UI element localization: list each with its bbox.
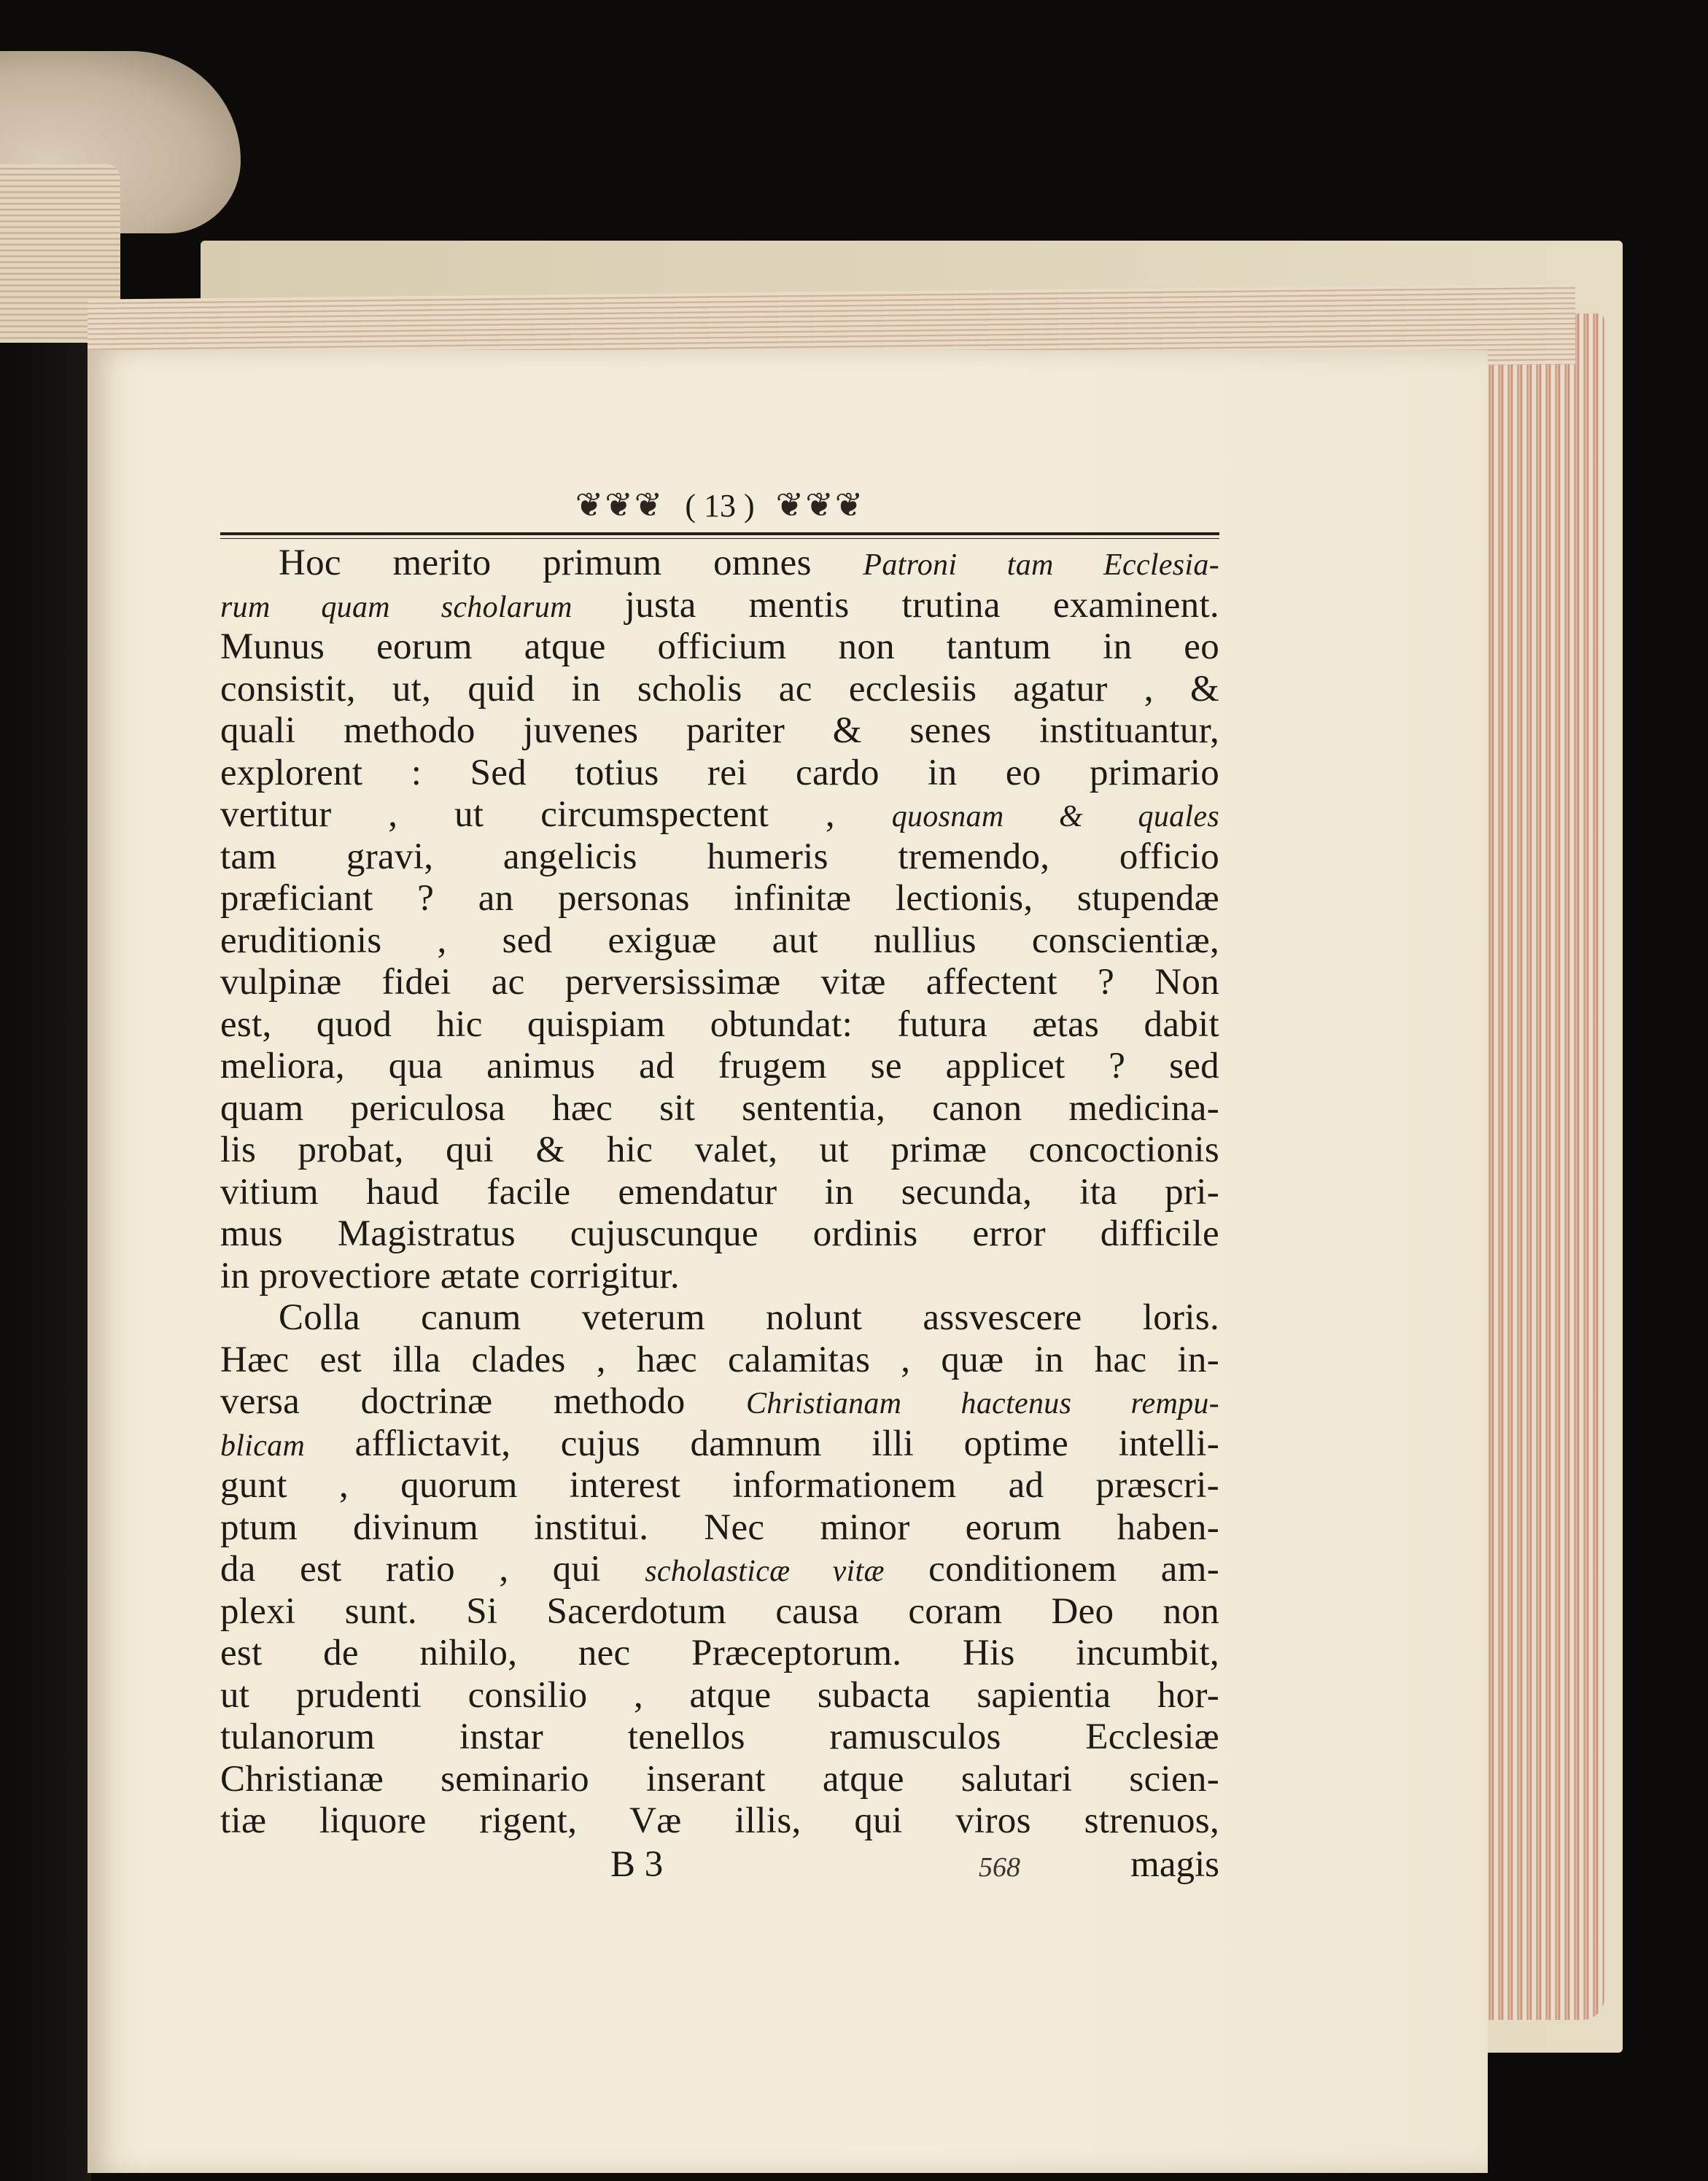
text-line <box>220 1088 1219 1130</box>
header-rule <box>220 532 1219 543</box>
roman-text: versa doctrinæ methodo <box>220 1381 746 1422</box>
signature-mark: B 3 <box>610 1843 664 1885</box>
text-line <box>220 1340 1219 1382</box>
roman-text: justa mentis trutina examinent. <box>572 584 1219 626</box>
text-line <box>220 836 1219 879</box>
roman-text: Hæc est illa clades , hæc calamitas , quæ in hac in- <box>220 1339 1219 1380</box>
italic-text: scholasticæ vitæ <box>645 1555 885 1588</box>
roman-text: gunt , quorum interest informationem ad præscri- <box>220 1465 1219 1506</box>
roman-text: vulpinæ fidei ac perversissimæ vitæ affectent ? Non <box>220 962 1219 1003</box>
page-number: ( 13 ) <box>685 488 755 524</box>
text-line <box>220 1004 1219 1046</box>
roman-text: afflictavit, cujus damnum illi optime intelli- <box>305 1423 1219 1464</box>
roman-text: consistit, ut, quid in scholis ac ecclesiis agatur , & <box>220 668 1219 709</box>
text-line <box>220 585 1219 627</box>
roman-text: quali methodo juvenes pariter & senes instituantur, <box>220 710 1219 751</box>
roman-text: explorent : Sed totius rei cardo in eo primario <box>220 752 1219 793</box>
page-header <box>220 481 1219 529</box>
text-line <box>220 1213 1219 1256</box>
text-line <box>220 669 1219 711</box>
roman-text: in provectiore ætate corrigitur. <box>220 1255 680 1296</box>
text-line <box>220 710 1219 753</box>
italic-text: Patroni tam Ecclesia- <box>863 548 1219 582</box>
text-line <box>220 1256 1219 1298</box>
text-line <box>220 1549 1219 1591</box>
header-ornament-left: ❦❦❦ <box>575 486 664 524</box>
roman-text: tam gravi, angelicis humeris tremendo, officio <box>220 836 1219 877</box>
roman-text: conditionem am- <box>884 1549 1219 1590</box>
text-line <box>220 1591 1219 1633</box>
text-line <box>220 1507 1219 1550</box>
roman-text: est, quod hic quispiam obtundat: futura ætas dabit <box>220 1003 1219 1045</box>
page-text-block <box>220 481 1219 1886</box>
roman-text: tulanorum instar tenellos ramusculos Ecclesiæ <box>220 1717 1219 1757</box>
roman-text: Colla canum veterum nolunt assvescere loris. <box>279 1297 1219 1338</box>
roman-text: ptum divinum institui. Nec minor eorum haben- <box>220 1507 1219 1548</box>
roman-text: Munus eorum atque officium non tantum in eo <box>220 626 1219 667</box>
page-footer <box>220 1843 1219 1886</box>
roman-text: Christianæ seminario inserant atque salutari scien- <box>220 1758 1219 1800</box>
text-line <box>220 626 1219 669</box>
roman-text: lis probat, qui & hic valet, ut primæ concoctionis <box>220 1130 1219 1170</box>
header-ornament-right: ❦❦❦ <box>775 486 865 524</box>
italic-text: quosnam & quales <box>891 800 1219 833</box>
text-line <box>220 1717 1219 1759</box>
italic-text: blicam <box>220 1428 306 1463</box>
text-line <box>220 1759 1219 1801</box>
text-line <box>220 1675 1219 1717</box>
text-line <box>220 920 1219 963</box>
roman-text: da est ratio , qui <box>220 1549 645 1590</box>
book-page <box>88 350 1488 2173</box>
text-line <box>220 1172 1219 1214</box>
roman-text: eruditionis , sed exiguæ aut nullius conscientiæ, <box>220 920 1219 961</box>
roman-text: plexi sunt. Si Sacerdotum causa coram Deo non <box>220 1590 1219 1632</box>
text-line <box>220 1800 1219 1843</box>
text-line <box>220 1297 1219 1340</box>
text-line <box>220 1423 1219 1466</box>
catchword: magis <box>1130 1843 1219 1885</box>
roman-text: Hoc merito primum omnes <box>279 543 863 583</box>
left-shadow <box>0 343 91 2181</box>
text-line <box>220 1046 1219 1088</box>
text-line <box>220 1130 1219 1172</box>
text-line <box>220 878 1219 920</box>
roman-text: meliora, qua animus ad frugem se applicet ? sed <box>220 1046 1219 1086</box>
roman-text: quam periculosa hæc sit sententia, canon medicina- <box>220 1087 1219 1129</box>
text-line <box>220 1381 1219 1423</box>
roman-text: vitium haud facile emendatur in secunda, ita pri- <box>220 1171 1219 1213</box>
roman-text: ut prudenti consilio , atque subacta sapientia hor- <box>220 1674 1219 1716</box>
roman-text: vertitur , ut circumspectent , <box>220 794 892 835</box>
italic-text: rum quam scholarum <box>220 590 572 624</box>
text-line <box>220 1465 1219 1507</box>
text-line <box>220 962 1219 1004</box>
roman-text: tiæ liquore rigent, Væ illis, qui viros strenuos, <box>220 1800 1219 1841</box>
italic-text: Christianam hactenus rempu- <box>745 1387 1219 1420</box>
text-line <box>220 753 1219 795</box>
text-line <box>220 794 1219 836</box>
manuscript-note: 568 <box>979 1851 1020 1883</box>
text-line <box>220 1633 1219 1675</box>
roman-text: est de nihilo, nec Præceptorum. His incumbit, <box>220 1633 1219 1673</box>
roman-text: præficiant ? an personas infinitæ lectionis, stupendæ <box>220 878 1219 919</box>
roman-text: mus Magistratus cujuscunque ordinis error difficile <box>220 1213 1219 1254</box>
text-line <box>220 543 1219 585</box>
body-text <box>220 543 1219 1843</box>
